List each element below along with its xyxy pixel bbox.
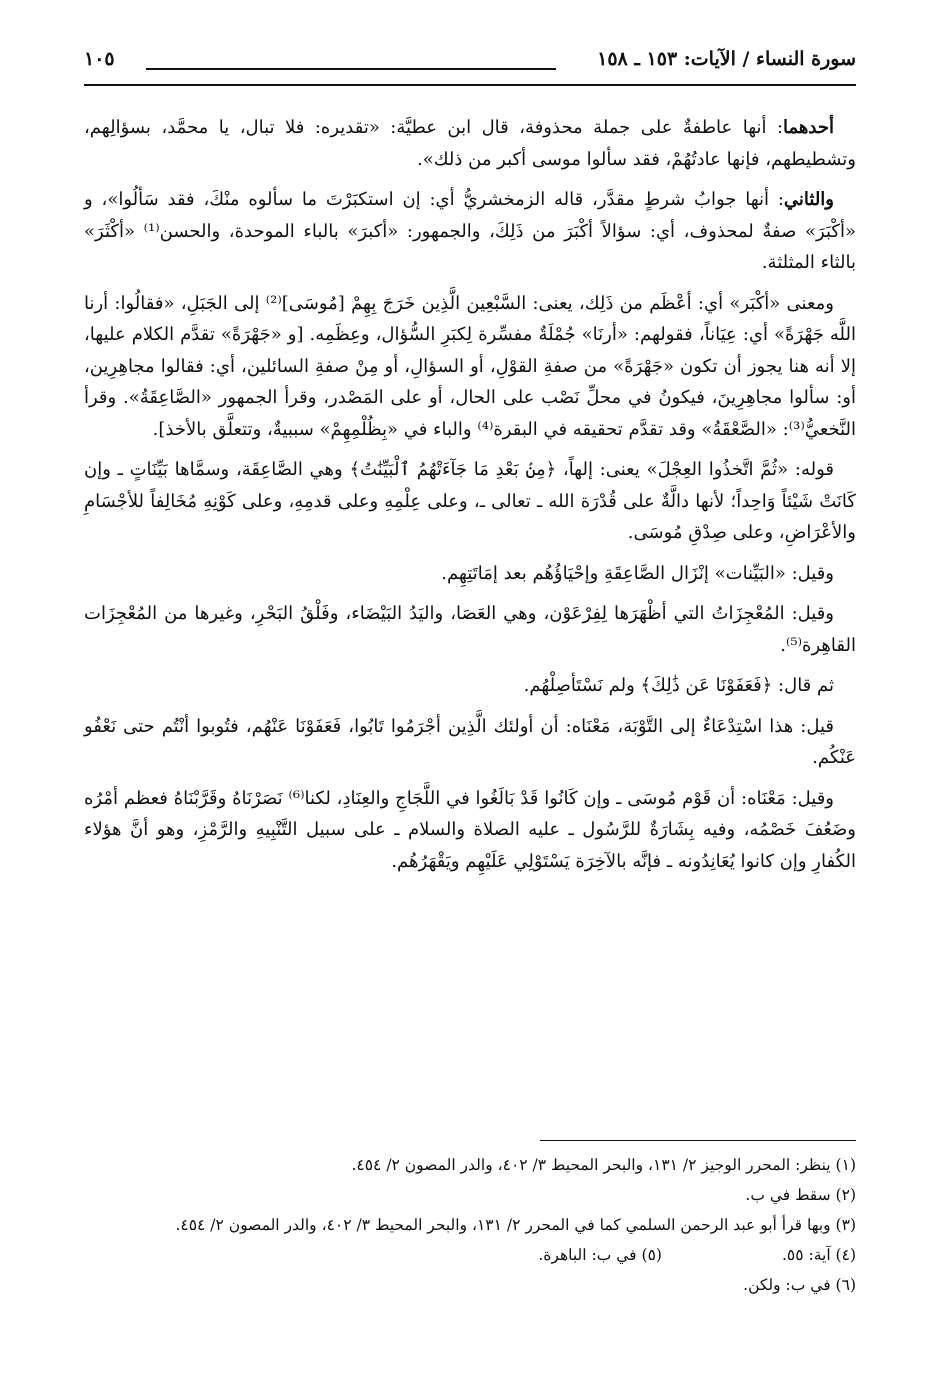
paragraph <box>84 598 856 661</box>
footnote: (٢) سقط في ب. <box>745 1186 856 1204</box>
footnote: (٦) في ب: ولكن. <box>743 1276 856 1294</box>
footnote-row <box>84 1240 856 1270</box>
footnote-separator <box>540 1140 856 1141</box>
header-rule <box>84 84 856 86</box>
running-head-title: سورة النساء / الآيات: ١٥٣ ـ ١٥٨ <box>597 48 856 70</box>
paragraph <box>84 711 856 774</box>
main-text <box>84 112 856 886</box>
footnotes <box>84 1150 856 1300</box>
page-header <box>84 40 856 86</box>
paragraph-lead: أحدهما <box>783 117 834 138</box>
paragraph <box>84 288 856 446</box>
paragraph-text: وقيل: «البَيِّنات» إنْزَال الصَّاعِقَةِ وإحْيَاؤُهُم بعد إمَاتَتِهِم. <box>441 562 834 584</box>
paragraph-text: قوله: «ثُمَّ اتَّخذُوا العِجْلَ» يعنى: إلهاً، ﴿مِنۢ بَعْدِ مَا جَآءَتْهُمُ ٱلْبَيِّنَٰتُ﴾ وهي الصَّاعِقَة، وسمَّاها بَيِّنَاتٍ ـ وإن كَانَتْ شَيْئاً وَاحِداً؛ لأنها دالَّةٌ على قُدْرَة الله ـ تعالى ـ، وعلى عِلْمِهِ وعلى قدمِهِ، وعلى كَوْنِهِ مُخَالِفاً للأجْسَامِ والأعْرَاضِ، وعلى صِدْقِ مُوسَى. <box>84 459 856 543</box>
paragraph <box>84 184 856 279</box>
paragraph-text: ثم قال: ﴿فَعَفَوْنَا عَن ذَٰلِكَ﴾ ولم نَسْتَأصِلْهُم. <box>523 675 834 696</box>
paragraph-text: ومعنى «أكْبَر» أي: أعْظَم من ذَلِك، يعنى: السَّبْعِين الَّذِين خَرَجَ بِهِمْ [مُوسَى]⁽²⁾ إلى الجَبَلِ، «فقالُوا: أرنا اللَّه جَهْرَةً» أي: عِيَاناً، فقولهم: «أرنَا» جُمْلَةٌ مفسِّرة لِكبَرِ السُّؤال، وعِظَمِه. [و «جَهْرَةً» تقدَّم الكلام عليها، إلا أنه هنا يجوز أن تكون «جَهْرَةً» من صفةِ القوْلِ، أو السؤالِ، أو مِنْ صفةِ السائلين، أي: فقالوا مجاهِرِين، أو: سألوا مجاهِرِينَ، فيكونُ في محلِّ نَصْب على الحال، أو على المَصْدر، وقرأ الجمهور «الصَّاعِقَةُ». وقرأ النَّخعيُّ⁽³⁾: «الصَّعْقَةُ» وقد تقدَّم تحقيقه في البقرة⁽⁴⁾ والباء في «بِظُلْمِهِمْ» سببيةٌ، وتتعلَّق بالأخذ]. <box>84 292 856 440</box>
paragraph-text: : أنها عاطفةٌ على جملة محذوفة، قال ابن عطيَّة: «تقديره: فلا تبال، يا محمَّد، بسؤالِهم، وتشطيطهم، فإنها عادتُهُمْ، فقد سألوا موسى أكبر من ذلك». <box>84 117 856 170</box>
paragraph <box>84 783 856 878</box>
paragraph-text: : أنها جوابُ شرطٍ مقدَّر، قاله الزمخشريُّ أي: إن استكبَرْتَ ما سألوه منْكَ، فقد سَألُوا»، و «أكْبَرَ» صفةٌ لمحذوف، أي: سؤالاً أكْبَرَ من ذَلِكَ، والجمهور: «أكبرَ» بالباء الموحدة، والحسن⁽¹⁾ «أكْثَرَ» بالثاء المثلثة. <box>84 189 856 273</box>
paragraph <box>84 454 856 549</box>
paragraph <box>84 670 856 702</box>
paragraph-text: وقيل: مَعْنَاه: أن قَوْم مُوسَى ـ وإن كَانُوا قَدْ بَالَغُوا في اللَّجَاجِ والعِنَادِ، لكنا⁽⁶⁾ نَصَرْنَاهُ وقَرَّبْنَاهُ فعظم أمْرُه وضَعُفَ خَصْمُه، وفيه بِشَارَةٌ للرَّسُول ـ عليه الصلاة والسلام ـ على سبيل التَّنْبِيهِ والرَّمْزِ، وهو أنَّ هؤلاء الكُفارِ وإن كانوا يُعَانِدُونه ـ فإنَّه بالآخِرَة يَسْتَوْلِي عَلَيْهِم ويَقْهَرُهُم. <box>84 787 856 872</box>
paragraph-text: قيل: هذا اسْتِدْعَاءٌ إلى التَّوْبَة، مَعْنَاه: أن أولئك الَّذِين أجْرَمُوا تَابُوا، فَعَفَوْنَا عَنْهُم، فتُوبوا أنْتُم حتى نَعْفُو عَنْكُم. <box>84 715 856 768</box>
footnote: (٣) وبها قرأ أبو عبد الرحمن السلمي كما في المحرر ٢/ ١٣١، والبحر المحيط ٣/ ٤٠٢، والدر المصون ٢/ ٤٥٤. <box>175 1216 856 1234</box>
header-divider-line <box>146 68 556 70</box>
footnote: (١) ينظر: المحرر الوجيز ٢/ ١٣١، والبحر المحيط ٣/ ٤٠٢، والدر المصون ٢/ ٤٥٤. <box>351 1156 856 1174</box>
paragraph <box>84 558 856 590</box>
paragraph <box>84 112 856 175</box>
footnote: (٥) في ب: الباهرة. <box>538 1246 662 1264</box>
page-number: ١٠٥ <box>84 48 115 70</box>
paragraph-lead: والثاني <box>783 189 834 210</box>
paragraph-text: وقيل: المُعْجِزَاتُ التي أظْهَرَها لِفِرْعَوْن، وهي العَصَا، واليَدُ البَيْضَاء، وفَلْقُ البَحْرِ، وغيرها من المُعْجِزَات القاهِرة⁽⁵⁾. <box>84 603 856 656</box>
footnote: (٤) آية: ٥٥. <box>781 1246 856 1264</box>
